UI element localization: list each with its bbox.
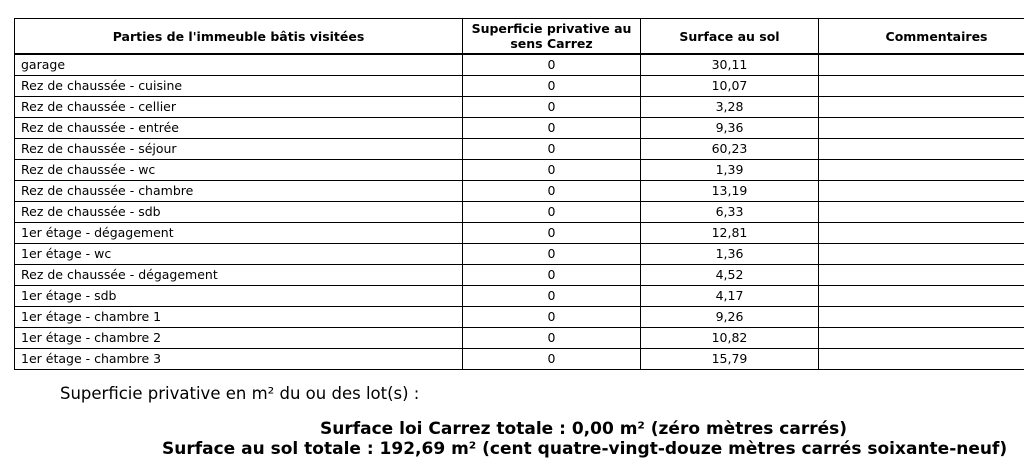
cell-sol: 4,17 xyxy=(641,286,819,307)
cell-sol: 15,79 xyxy=(641,349,819,370)
cell-carrez: 0 xyxy=(463,118,641,139)
cell-commentaire xyxy=(819,286,1024,307)
cell-partie: Rez de chaussée - wc xyxy=(15,160,463,181)
table-row xyxy=(15,54,1024,76)
cell-carrez: 0 xyxy=(463,328,641,349)
cell-carrez: 0 xyxy=(463,139,641,160)
cell-sol: 13,19 xyxy=(641,181,819,202)
cell-carrez: 0 xyxy=(463,54,641,76)
cell-commentaire xyxy=(819,54,1024,76)
cell-partie: Rez de chaussée - chambre xyxy=(15,181,463,202)
cell-commentaire xyxy=(819,349,1024,370)
cell-partie: 1er étage - dégagement xyxy=(15,223,463,244)
table-row xyxy=(15,160,1024,181)
table-row xyxy=(15,202,1024,223)
cell-sol: 6,33 xyxy=(641,202,819,223)
cell-partie: Rez de chaussée - dégagement xyxy=(15,265,463,286)
cell-carrez: 0 xyxy=(463,307,641,328)
cell-sol: 10,07 xyxy=(641,76,819,97)
table-row xyxy=(15,181,1024,202)
cell-carrez: 0 xyxy=(463,160,641,181)
cell-sol: 1,36 xyxy=(641,244,819,265)
cell-commentaire xyxy=(819,202,1024,223)
header-carrez: Superficie privative au sens Carrez xyxy=(463,19,641,55)
header-parties: Parties de l'immeuble bâtis visitées xyxy=(15,19,463,55)
cell-sol: 12,81 xyxy=(641,223,819,244)
cell-commentaire xyxy=(819,223,1024,244)
surface-table xyxy=(14,18,1024,370)
cell-commentaire xyxy=(819,265,1024,286)
footer-label: Superficie privative en m² du ou des lot(s) : xyxy=(60,384,420,403)
header-commentaires: Commentaires xyxy=(819,19,1024,55)
cell-partie: 1er étage - sdb xyxy=(15,286,463,307)
cell-carrez: 0 xyxy=(463,223,641,244)
table-row xyxy=(15,139,1024,160)
cell-carrez: 0 xyxy=(463,202,641,223)
cell-sol: 60,23 xyxy=(641,139,819,160)
table-row xyxy=(15,223,1024,244)
table-row xyxy=(15,349,1024,370)
cell-sol: 4,52 xyxy=(641,265,819,286)
cell-sol: 1,39 xyxy=(641,160,819,181)
cell-carrez: 0 xyxy=(463,181,641,202)
cell-sol: 10,82 xyxy=(641,328,819,349)
cell-partie: Rez de chaussée - cuisine xyxy=(15,76,463,97)
cell-commentaire xyxy=(819,97,1024,118)
table-row xyxy=(15,76,1024,97)
cell-partie: garage xyxy=(15,54,463,76)
cell-carrez: 0 xyxy=(463,97,641,118)
cell-partie: Rez de chaussée - séjour xyxy=(15,139,463,160)
cell-partie: 1er étage - chambre 3 xyxy=(15,349,463,370)
cell-partie: 1er étage - chambre 1 xyxy=(15,307,463,328)
total-sol: Surface au sol totale : 192,69 m² (cent quatre-vingt-douze mètres carrés soixante-neuf) xyxy=(162,439,1008,459)
cell-carrez: 0 xyxy=(463,265,641,286)
header-sol: Surface au sol xyxy=(641,19,819,55)
cell-carrez: 0 xyxy=(463,76,641,97)
table-row xyxy=(15,328,1024,349)
total-carrez: Surface loi Carrez totale : 0,00 m² (zéro mètres carrés) xyxy=(320,419,847,439)
cell-commentaire xyxy=(819,76,1024,97)
table-row xyxy=(15,265,1024,286)
cell-partie: 1er étage - chambre 2 xyxy=(15,328,463,349)
cell-carrez: 0 xyxy=(463,286,641,307)
cell-partie: 1er étage - wc xyxy=(15,244,463,265)
table-row xyxy=(15,97,1024,118)
cell-sol: 9,26 xyxy=(641,307,819,328)
cell-partie: Rez de chaussée - entrée xyxy=(15,118,463,139)
cell-commentaire xyxy=(819,244,1024,265)
table-row xyxy=(15,286,1024,307)
table-row xyxy=(15,118,1024,139)
cell-partie: Rez de chaussée - sdb xyxy=(15,202,463,223)
cell-commentaire xyxy=(819,160,1024,181)
table-header-row xyxy=(15,19,1024,55)
cell-sol: 30,11 xyxy=(641,54,819,76)
cell-carrez: 0 xyxy=(463,244,641,265)
cell-sol: 9,36 xyxy=(641,118,819,139)
cell-sol: 3,28 xyxy=(641,97,819,118)
cell-carrez: 0 xyxy=(463,349,641,370)
cell-commentaire xyxy=(819,307,1024,328)
cell-commentaire xyxy=(819,118,1024,139)
table-row xyxy=(15,307,1024,328)
cell-partie: Rez de chaussée - cellier xyxy=(15,97,463,118)
cell-commentaire xyxy=(819,139,1024,160)
cell-commentaire xyxy=(819,181,1024,202)
table-row xyxy=(15,244,1024,265)
cell-commentaire xyxy=(819,328,1024,349)
